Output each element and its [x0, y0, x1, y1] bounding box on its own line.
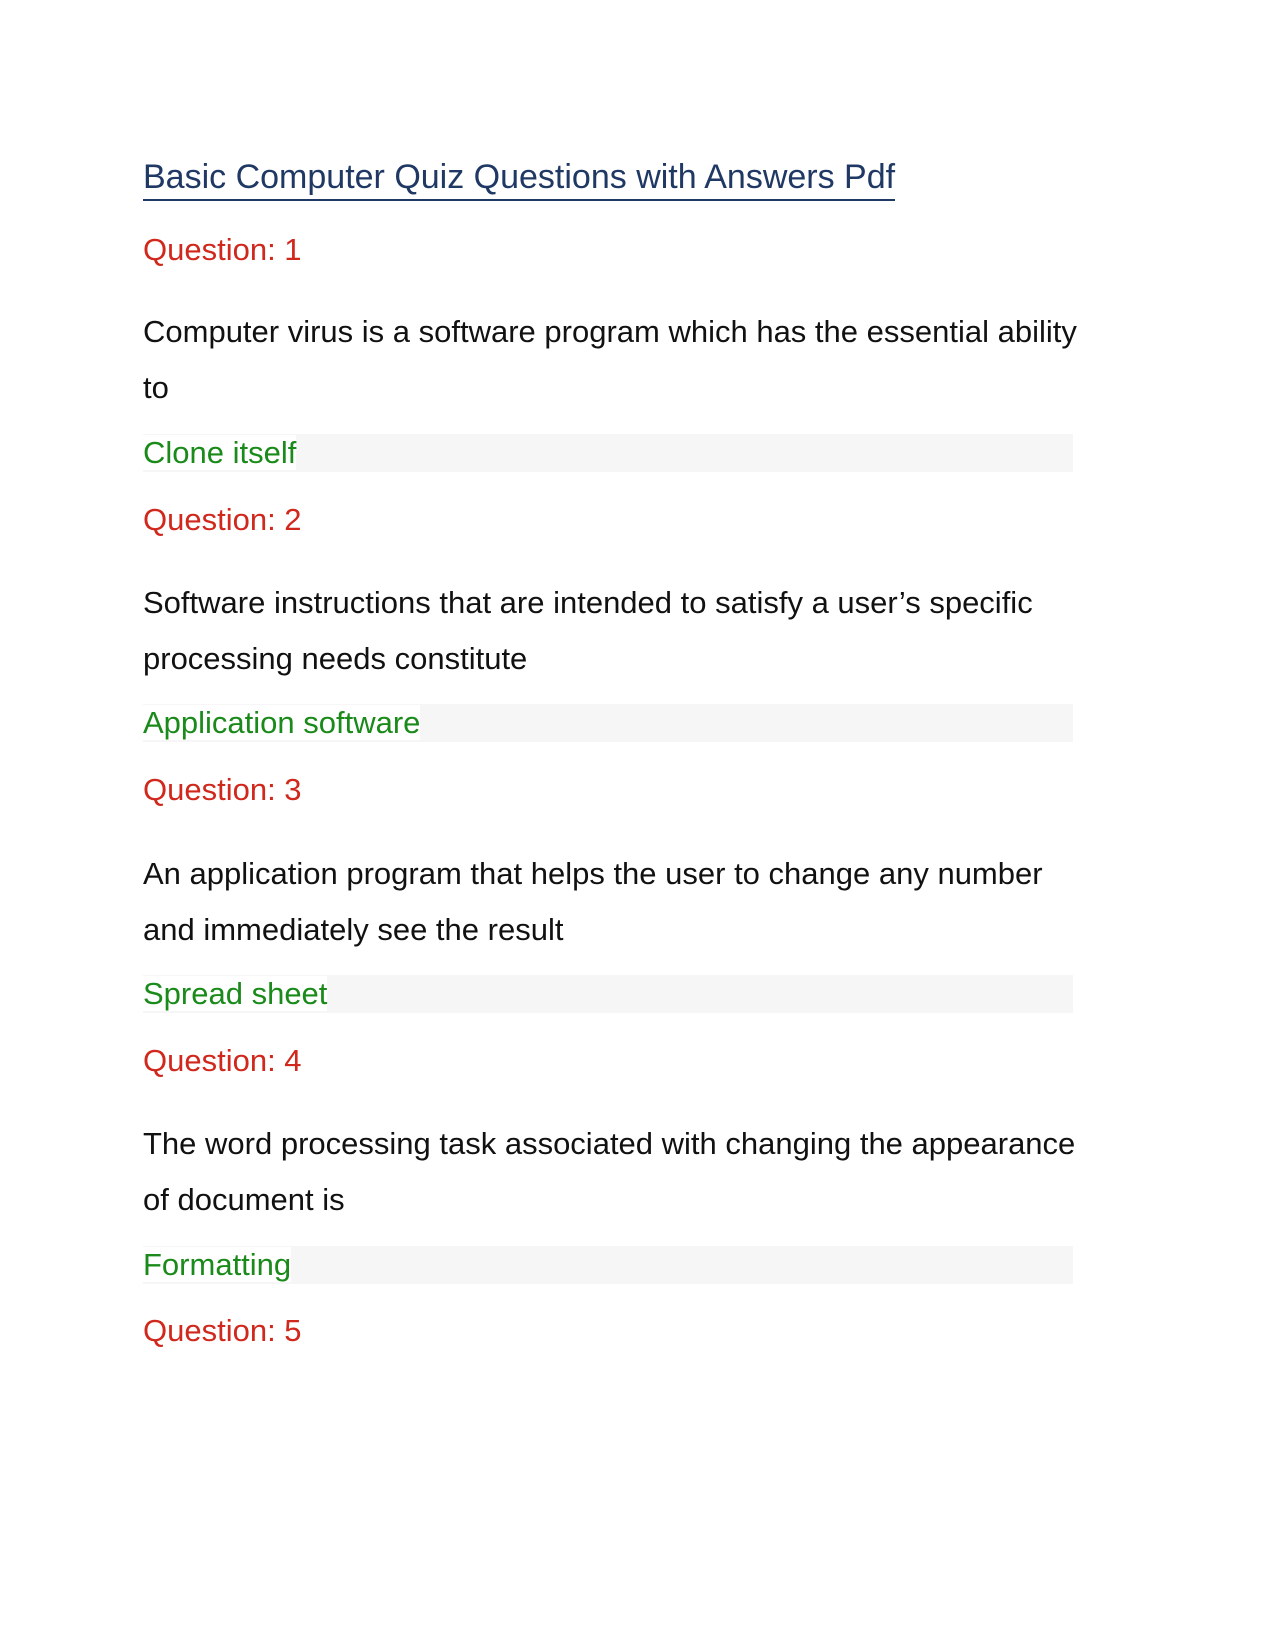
answer-text [143, 975, 1073, 1013]
answer-label: Application software [143, 705, 421, 740]
answer-text [143, 434, 1073, 472]
question-text: Computer virus is a software program which has the essential ability to [143, 314, 1077, 405]
question-label: Question: 1 [143, 232, 302, 267]
question-text: Software instructions that are intended to satisfy a user’s specific processing needs constitute [143, 585, 1033, 676]
answer-label: Spread sheet [143, 976, 328, 1011]
answer-text [143, 704, 1073, 742]
question-label: Question: 2 [143, 502, 302, 537]
question-text: An application program that helps the user to change any number and immediately see the result [143, 856, 1043, 947]
question-label: Question: 4 [143, 1043, 302, 1078]
question-label: Question: 3 [143, 772, 302, 807]
question-text: The word processing task associated with changing the appearance of document is [143, 1126, 1076, 1217]
answer-label: Formatting [143, 1247, 292, 1282]
answer-label: Clone itself [143, 435, 297, 470]
question-label: Question: 5 [143, 1313, 302, 1348]
page-title: Basic Computer Quiz Questions with Answers Pdf [143, 155, 895, 201]
answer-text [143, 1246, 1073, 1284]
